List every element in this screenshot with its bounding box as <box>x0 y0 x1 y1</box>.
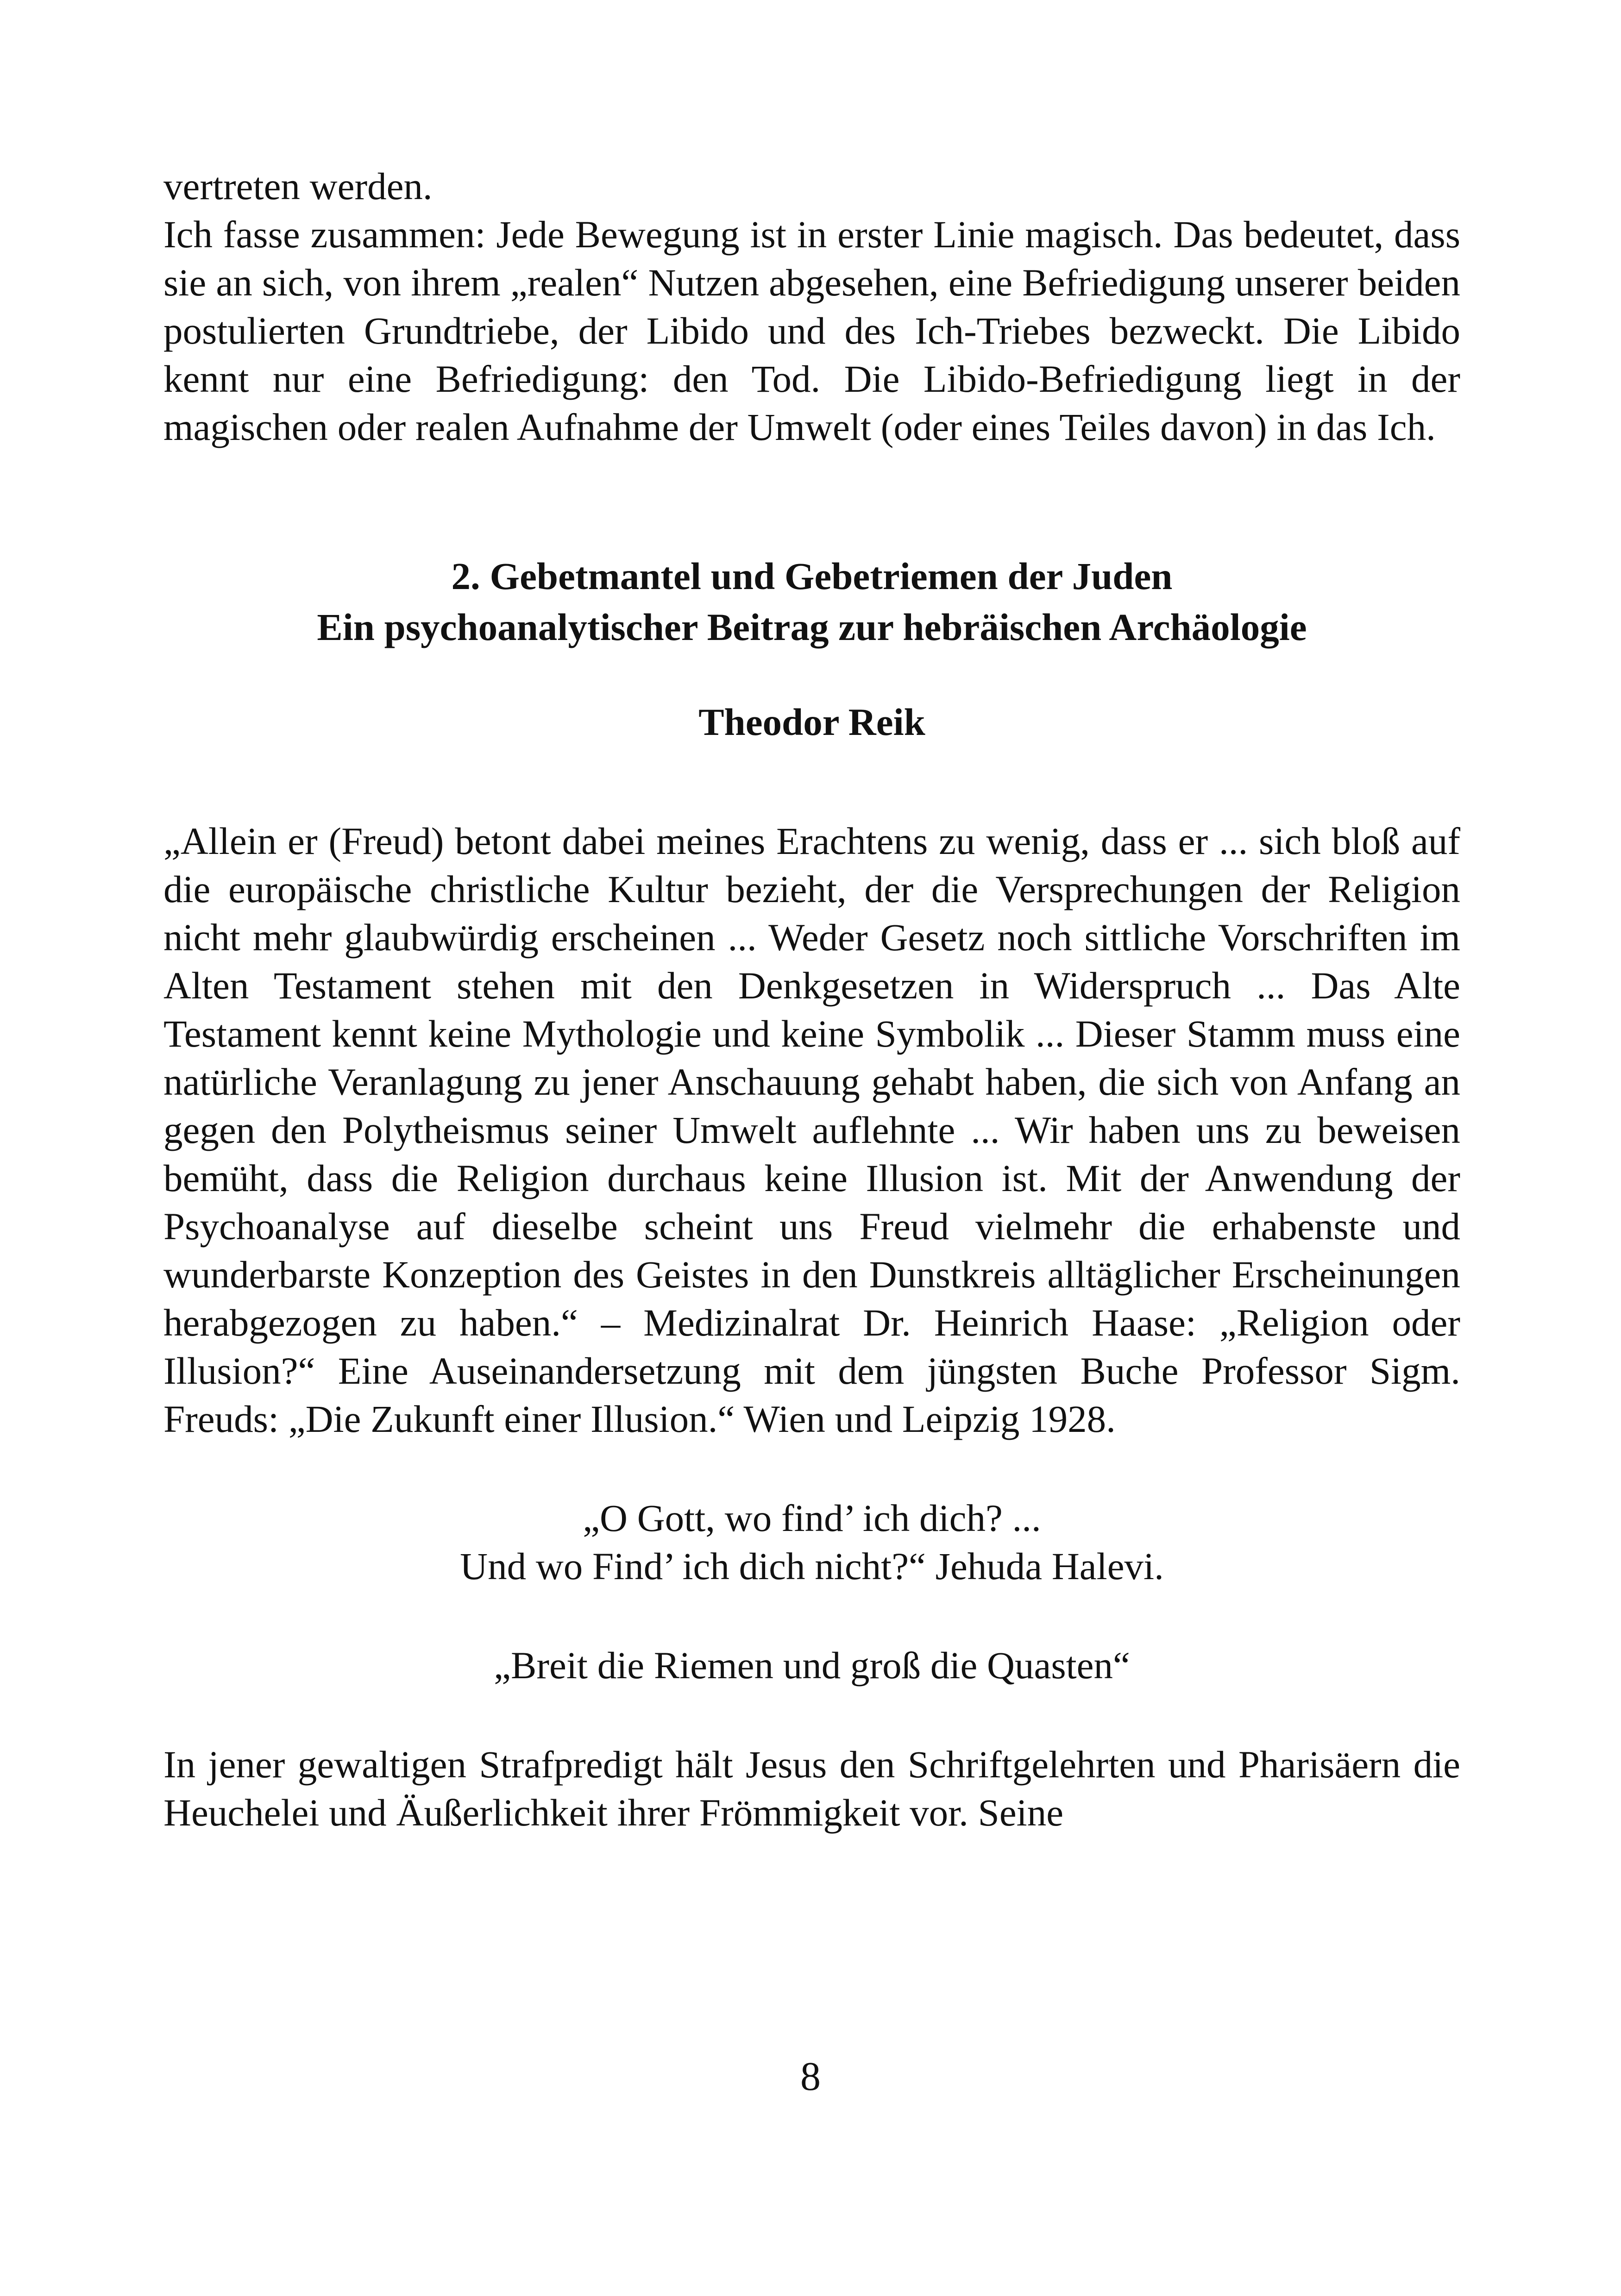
page-content <box>163 162 1460 1837</box>
spacer <box>163 747 1460 817</box>
author-name: Theodor Reik <box>698 701 925 743</box>
spacer <box>163 652 1460 696</box>
epigraph-riemen: „Breit die Riemen und groß die Quasten“ <box>494 1644 1130 1687</box>
spacer <box>163 1689 1460 1740</box>
epigraph-halevi-line-2: Und wo Find’ ich dich nicht?“ Jehuda Halevi. <box>460 1545 1164 1587</box>
spacer <box>163 451 1460 551</box>
body-paragraph: In jener gewaltigen Strafpredigt hält Jesus den Schriftgelehrten und Pharisäern die Heuchelei und Äußerlichkeit ihrer Frömmigkeit vor. Seine <box>163 1743 1460 1834</box>
epigraph-quote-haase: „Allein er (Freud) betont dabei meines Erachtens zu wenig, dass er ... sich bloß auf die europäische christliche Kultur bezieht, der die Versprechungen der Religion nicht mehr glaubwürdig erscheinen ... Weder Gesetz noch sittliche Vorschriften im Alten Testament stehen mit den Denkgesetzen in Widerspruch ... Das Alte Testament kennt keine Mythologie und keine Symbolik ... Dieser Stamm muss eine natürliche Veranlagung zu jener Anschauung gehabt haben, die sich von Anfang an gegen den Polytheismus seiner Umwelt auflehnte ... Wir haben uns zu beweisen bemüht, dass die Religion durchaus keine Illusion ist. Mit der Anwendung der Psychoanalyse auf dieselbe scheint uns Freud vielmehr die erhabenste und wunderbarste Konzeption des Geistes in den Dunstkreis alltäglicher Erscheinungen herabgezogen zu haben.“ – Medizinalrat Dr. Heinrich Haase: „Religion oder Illusion?“ Eine Auseinandersetzung mit dem jüngsten Buche Professor Sigm. Freuds: „Die Zukunft einer Illusion.“ Wien und Leipzig 1928. <box>163 820 1460 1440</box>
spacer <box>163 1443 1460 1494</box>
intro-paragraph-continuation: vertreten werden. <box>163 165 433 207</box>
intro-paragraph-summary: Ich fasse zusammen: Jede Bewegung ist in erster Linie magisch. Das bedeutet, dass sie an sich, von ihrem „realen“ Nutzen abgesehen, eine Befriedigung unserer beiden postulierten Grundtriebe, der Libido und des Ich-Triebes bezweckt. Die Libido kennt nur eine Befriedigung: den Tod. Die Libido-Befriedigung liegt in der magischen oder realen Aufnahme der Umwelt (oder eines Teiles davon) in das Ich. <box>163 213 1460 448</box>
section-title-line-1: 2. Gebetmantel und Gebetriemen der Juden <box>451 555 1173 597</box>
spacer <box>163 1590 1460 1641</box>
section-title-line-2: Ein psychoanalytischer Beitrag zur hebräischen Archäologie <box>317 606 1307 648</box>
page-number: 8 <box>800 2054 821 2099</box>
epigraph-halevi-line-1: „O Gott, wo find’ ich dich? ... <box>583 1497 1041 1539</box>
